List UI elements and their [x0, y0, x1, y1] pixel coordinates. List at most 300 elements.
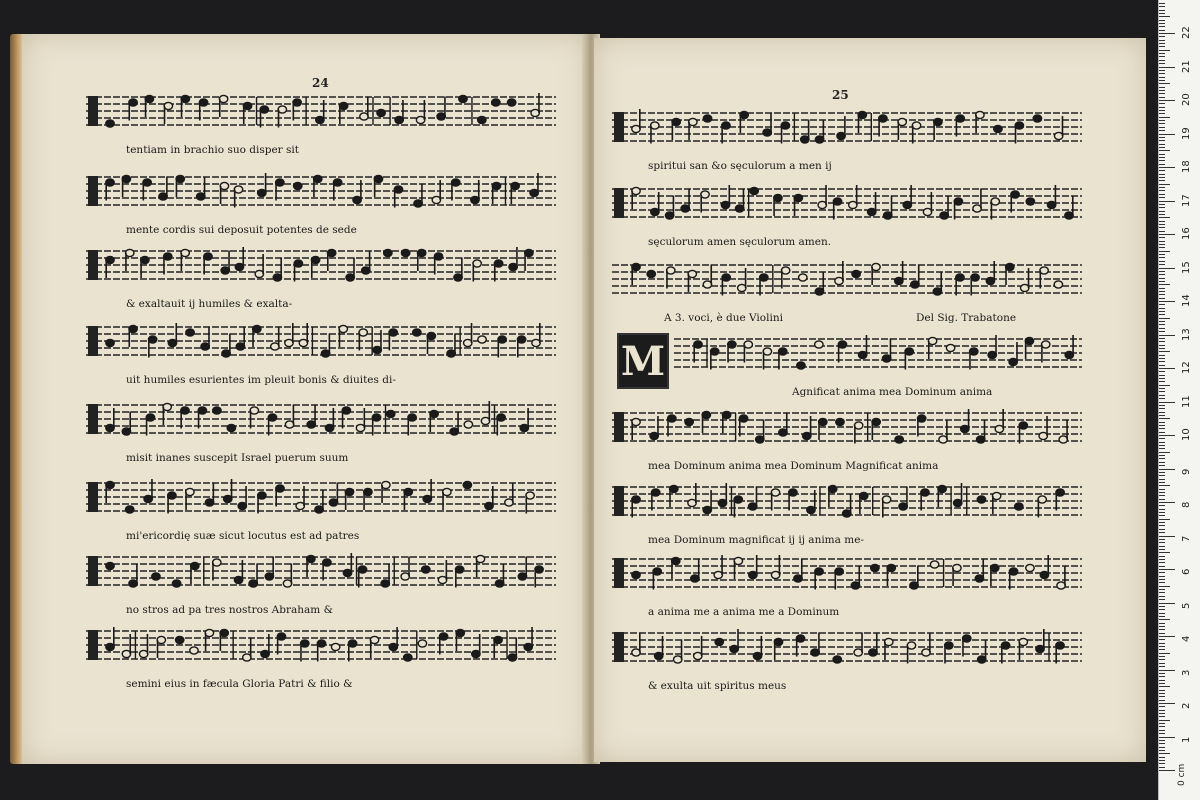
note-head [293, 99, 301, 106]
ruler-tick [1159, 87, 1165, 88]
clef-sign [88, 404, 98, 434]
note-head [450, 428, 458, 435]
music-staff [86, 88, 556, 140]
note-head [384, 249, 392, 256]
ruler-tick [1159, 733, 1165, 734]
ruler-tick [1159, 314, 1165, 315]
note-head [1025, 337, 1033, 344]
lyric-line: spiritui san &o sęculorum a men ij [648, 160, 832, 172]
note-head [651, 208, 659, 215]
ruler-tick [1159, 110, 1165, 111]
note-head [688, 270, 696, 277]
note-head [722, 411, 730, 418]
ruler-number: 22 [1181, 26, 1192, 39]
note-head [1001, 642, 1009, 649]
composer-heading: Del Sig. Trabatone [916, 312, 1017, 324]
ruler-tick [1159, 663, 1165, 664]
note-head [221, 267, 229, 274]
note-head [970, 348, 978, 355]
ruler-tick [1159, 606, 1165, 607]
note-head [703, 506, 711, 513]
ruler-tick [1159, 6, 1165, 7]
note-head [986, 277, 994, 284]
staff-system [612, 256, 1082, 308]
note-head [472, 650, 480, 657]
note-head [423, 495, 431, 502]
note-head [377, 109, 385, 116]
ruler-tick [1159, 53, 1165, 54]
note-head [224, 495, 232, 502]
note-head [933, 288, 941, 295]
ruler-tick [1159, 646, 1165, 647]
note-head [492, 182, 500, 189]
clef-sign [614, 558, 624, 588]
note-head [294, 260, 302, 267]
note-head [753, 652, 761, 659]
note-head [311, 256, 319, 263]
ruler-tick [1159, 43, 1165, 44]
ruler-tick [1159, 83, 1170, 84]
note-head [632, 496, 640, 503]
note-head [294, 182, 302, 189]
ruler-tick [1159, 475, 1165, 476]
left-page-number: 24 [312, 76, 329, 90]
ruler-tick [1159, 462, 1165, 463]
ruler-tick [1159, 221, 1165, 222]
note-head [854, 649, 862, 656]
note-head [1019, 422, 1027, 429]
ruler-tick [1159, 750, 1165, 751]
note-head [815, 136, 823, 143]
note-head [940, 212, 948, 219]
note-head [404, 488, 412, 495]
ruler-number: 17 [1181, 193, 1192, 207]
ruler-tick [1159, 693, 1165, 694]
note-head [691, 575, 699, 582]
note-head [339, 102, 347, 109]
note-head [632, 263, 640, 270]
note-head [213, 559, 221, 566]
note-head [905, 348, 913, 355]
ruler-number: 2 [1181, 702, 1192, 709]
ruler-tick [1159, 254, 1165, 255]
ruler-tick [1159, 740, 1165, 741]
note-head [922, 649, 930, 656]
note-head [213, 407, 221, 414]
note-head [872, 418, 880, 425]
note-head [668, 415, 676, 422]
note-head [220, 629, 228, 636]
note-head [438, 576, 446, 583]
note-head [779, 348, 787, 355]
ruler-tick [1159, 187, 1165, 188]
music-staff [612, 256, 1082, 308]
ruler-tick [1159, 50, 1170, 51]
ruler-tick [1159, 509, 1165, 510]
ruler-tick [1159, 482, 1165, 483]
ruler-tick [1159, 405, 1165, 406]
note-head [728, 341, 736, 348]
note-head [1054, 281, 1062, 288]
note-head [1009, 358, 1017, 365]
note-head [701, 191, 709, 198]
staff-system [612, 404, 1082, 456]
note-head [978, 656, 986, 663]
note-head [632, 571, 640, 578]
ruler-tick [1159, 127, 1165, 128]
note-head [243, 102, 251, 109]
note-head [285, 421, 293, 428]
note-head [895, 277, 903, 284]
ruler-tick [1159, 636, 1175, 637]
note-head [494, 636, 502, 643]
note-head [346, 274, 354, 281]
note-head [722, 274, 730, 281]
note-head [342, 407, 350, 414]
note-head [417, 249, 425, 256]
note-head [807, 506, 815, 513]
note-head [145, 95, 153, 102]
staff-system [86, 474, 556, 526]
ruler-tick [1159, 154, 1165, 155]
note-head [143, 179, 151, 186]
ruler-tick [1159, 639, 1165, 640]
ruler-tick [1159, 502, 1175, 503]
note-head [339, 325, 347, 332]
note-head [181, 249, 189, 256]
ruler-tick [1159, 763, 1165, 764]
note-head [273, 274, 281, 281]
music-staff [612, 180, 1082, 232]
note-head [934, 118, 942, 125]
note-head [858, 351, 866, 358]
note-head [945, 642, 953, 649]
note-head [1040, 571, 1048, 578]
note-head [794, 575, 802, 582]
note-head [946, 344, 954, 351]
note-head [317, 640, 325, 647]
ruler-tick [1159, 395, 1165, 396]
note-head [703, 281, 711, 288]
clef-sign [88, 482, 98, 512]
note-head [157, 636, 165, 643]
ruler-number: 10 [1181, 428, 1192, 441]
note-head [975, 575, 983, 582]
note-head [632, 649, 640, 656]
ruler-tick [1159, 770, 1175, 771]
ruler-tick [1159, 703, 1175, 704]
ruler-tick [1159, 519, 1170, 520]
ruler-tick [1159, 713, 1165, 714]
note-head [316, 116, 324, 123]
note-head [201, 343, 209, 350]
note-head [868, 208, 876, 215]
note-head [443, 488, 451, 495]
note-head [508, 654, 516, 661]
note-head [456, 629, 464, 636]
note-head [358, 566, 366, 573]
note-head [715, 638, 723, 645]
note-head [730, 645, 738, 652]
ruler-number: 20 [1181, 93, 1192, 106]
ruler-tick [1159, 418, 1170, 419]
note-head [255, 270, 263, 277]
note-head [655, 652, 663, 659]
ruler-tick [1159, 63, 1165, 64]
ruler-tick [1159, 144, 1165, 145]
note-head [632, 125, 640, 132]
ruler-tick [1159, 512, 1165, 513]
note-head [781, 267, 789, 274]
note-head [333, 179, 341, 186]
music-staff [86, 396, 556, 448]
note-head [416, 116, 424, 123]
staff-system [86, 548, 556, 600]
lyric-line: mente cordis sui deposuit potentes de sede [126, 224, 357, 236]
note-head [760, 274, 768, 281]
ruler-tick [1159, 686, 1170, 687]
note-head [854, 422, 862, 429]
note-head [995, 425, 1003, 432]
note-head [811, 649, 819, 656]
ruler-tick [1159, 633, 1165, 634]
note-head [917, 415, 925, 422]
ruler-unit: 0 cm [1177, 763, 1187, 786]
ruler-tick [1159, 720, 1170, 721]
note-head [859, 492, 867, 499]
ruler-tick [1159, 140, 1165, 141]
ruler-tick [1159, 388, 1165, 389]
note-head [803, 432, 811, 439]
note-head [1056, 489, 1064, 496]
note-head [148, 336, 156, 343]
note-head [238, 502, 246, 509]
note-head [199, 99, 207, 106]
ruler-tick [1159, 592, 1165, 593]
ruler-tick [1159, 324, 1165, 325]
staff-system [612, 478, 1082, 530]
ruler-tick [1159, 556, 1165, 557]
note-head [871, 564, 879, 571]
ruler-tick [1159, 281, 1165, 282]
ruler-tick [1159, 700, 1165, 701]
ruler-tick [1159, 375, 1165, 376]
ruler-tick [1159, 673, 1165, 674]
note-head [1057, 582, 1065, 589]
note-head [930, 561, 938, 568]
note-head [714, 571, 722, 578]
ruler-tick [1159, 3, 1165, 4]
note-head [1026, 564, 1034, 571]
note-head [307, 555, 315, 562]
note-head [688, 499, 696, 506]
ruler-tick [1159, 472, 1165, 473]
note-head [1047, 201, 1055, 208]
note-head [837, 132, 845, 139]
note-head [836, 418, 844, 425]
note-head [395, 116, 403, 123]
staff-system [612, 624, 1082, 676]
note-head [359, 329, 367, 336]
note-head [1021, 284, 1029, 291]
ruler-tick [1159, 20, 1165, 21]
ruler-tick [1159, 16, 1170, 17]
note-head [498, 336, 506, 343]
note-head [819, 418, 827, 425]
note-head [404, 654, 412, 661]
note-head [954, 198, 962, 205]
ruler-tick [1159, 730, 1165, 731]
music-staff [86, 242, 556, 294]
note-head [526, 492, 534, 499]
note-head [401, 249, 409, 256]
ruler-tick [1159, 231, 1165, 232]
note-head [851, 582, 859, 589]
note-head [331, 643, 339, 650]
ruler-tick [1159, 288, 1165, 289]
note-head [858, 111, 866, 118]
ruler-tick [1159, 706, 1165, 707]
note-head [268, 414, 276, 421]
note-head [740, 111, 748, 118]
ruler-tick [1159, 576, 1165, 577]
note-head [681, 205, 689, 212]
ruler-tick [1159, 381, 1165, 382]
note-head [323, 559, 331, 566]
note-head [971, 274, 979, 281]
note-head [373, 346, 381, 353]
note-head [852, 270, 860, 277]
note-head [774, 194, 782, 201]
ruler-tick [1159, 425, 1165, 426]
ruler-tick [1159, 70, 1165, 71]
note-head [464, 421, 472, 428]
note-head [939, 436, 947, 443]
ruler-tick [1159, 368, 1175, 369]
note-head [771, 489, 779, 496]
ruler-tick [1159, 93, 1165, 94]
ruler-tick [1159, 670, 1175, 671]
note-head [532, 339, 540, 346]
note-head [744, 341, 752, 348]
ruler-tick [1159, 398, 1165, 399]
lyric-line: uit humiles esurientes im pleuit bonis & diuites di- [126, 374, 396, 386]
ruler-tick [1159, 217, 1170, 218]
note-head [314, 175, 322, 182]
note-head [126, 506, 134, 513]
note-head [168, 492, 176, 499]
ruler-tick [1159, 40, 1165, 41]
note-head [632, 418, 640, 425]
note-head [129, 99, 137, 106]
ruler-tick [1159, 194, 1165, 195]
note-head [285, 339, 293, 346]
ruler-tick [1159, 649, 1165, 650]
ruler-tick [1159, 241, 1165, 242]
lyric-line: mea Dominum anima mea Dominum Magnificat anima [648, 460, 939, 472]
ruler-tick [1159, 532, 1165, 533]
note-head [329, 499, 337, 506]
ruler-tick [1159, 23, 1165, 24]
ruler-tick [1159, 13, 1165, 14]
clef-sign [88, 250, 98, 280]
ruler-tick [1159, 30, 1165, 31]
note-head [815, 568, 823, 575]
note-head [672, 118, 680, 125]
note-head [106, 179, 114, 186]
note-head [912, 122, 920, 129]
music-staff [612, 404, 1082, 456]
note-head [261, 650, 269, 657]
note-head [152, 573, 160, 580]
ruler-number: 11 [1181, 394, 1192, 408]
lyric-line: mea Dominum magnificat ij ij anima me- [648, 534, 864, 546]
ruler-tick [1159, 264, 1165, 265]
note-head [381, 580, 389, 587]
note-head [685, 418, 693, 425]
note-head [1054, 132, 1062, 139]
ruler-tick [1159, 328, 1165, 329]
note-head [106, 643, 114, 650]
ruler-tick [1159, 452, 1170, 453]
ruler-tick [1159, 97, 1165, 98]
ruler-tick [1159, 120, 1165, 121]
ruler-tick [1159, 753, 1170, 754]
ruler-tick [1159, 442, 1165, 443]
note-head [164, 102, 172, 109]
note-head [277, 633, 285, 640]
clef-sign [88, 556, 98, 586]
note-head [907, 642, 915, 649]
note-head [977, 496, 985, 503]
note-head [455, 566, 463, 573]
ruler-number: 16 [1181, 227, 1192, 240]
ruler-tick [1159, 760, 1165, 761]
ruler-tick [1159, 579, 1165, 580]
note-head [869, 649, 877, 656]
ruler-tick [1159, 455, 1165, 456]
note-head [899, 503, 907, 510]
ruler-tick [1159, 613, 1165, 614]
note-head [923, 208, 931, 215]
note-head [815, 341, 823, 348]
music-staff [86, 318, 556, 370]
note-head [106, 120, 114, 127]
clef-sign [614, 112, 624, 142]
note-head [129, 325, 137, 332]
music-staff [612, 550, 1082, 602]
lyric-line: tentiam in brachio suo disper sit [126, 144, 299, 156]
note-head [895, 436, 903, 443]
note-head [1038, 496, 1046, 503]
note-head [219, 95, 227, 102]
ruler-number: 3 [1181, 669, 1192, 676]
note-head [903, 201, 911, 208]
note-head [163, 403, 171, 410]
ruler-tick [1159, 653, 1170, 654]
note-head [953, 564, 961, 571]
ruler-tick [1159, 572, 1165, 573]
ruler-tick [1159, 26, 1165, 27]
note-head [1056, 642, 1064, 649]
note-head [370, 636, 378, 643]
ruler-tick [1159, 117, 1170, 118]
note-head [1042, 341, 1050, 348]
ruler-tick [1159, 278, 1165, 279]
note-head [126, 249, 134, 256]
note-head [718, 499, 726, 506]
ruler-tick [1159, 73, 1165, 74]
